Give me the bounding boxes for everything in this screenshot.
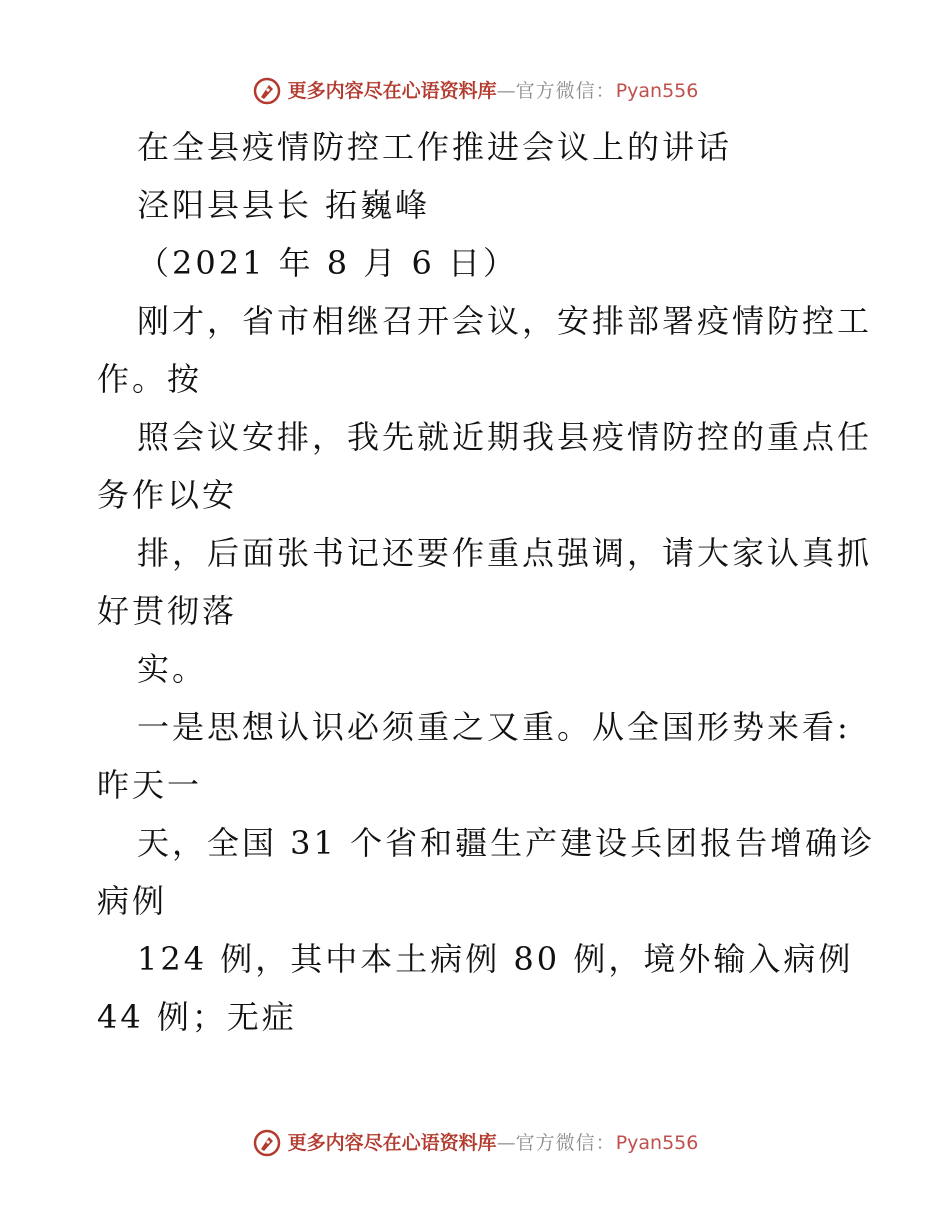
document-body: [97, 118, 876, 1046]
paragraph-line: 务作以安: [97, 476, 238, 514]
paragraph-line: 好贯彻落: [97, 592, 238, 630]
watermark-label: 官方微信：: [515, 1132, 616, 1154]
footer-watermark: [0, 1128, 950, 1158]
paragraph-line: 一是思想认识必须重之又重。从全国形势来看:: [137, 708, 851, 746]
watermark-id: Pyan556: [615, 1132, 699, 1154]
paragraph-line: 刚才，省市相继召开会议，安排部署疫情防控工: [137, 302, 873, 340]
pen-nib-circle-icon: [252, 76, 282, 106]
paragraph-line: 实。: [137, 650, 208, 688]
paragraph-line: 124 例，其中本土病例 80 例，境外输入病例: [137, 940, 854, 978]
watermark-text: 更多内容尽在心语资料库: [287, 1132, 497, 1154]
watermark-id: Pyan556: [615, 80, 699, 102]
watermark-label: 官方微信：: [515, 80, 616, 102]
paragraph-line: 作。按: [97, 360, 203, 398]
watermark-dash: —: [496, 80, 516, 102]
watermark-text: 更多内容尽在心语资料库: [287, 80, 497, 102]
document-date: （2021 年 8 月 6 日）: [137, 244, 519, 282]
pen-nib-circle-icon: [252, 1128, 282, 1158]
paragraph-line: 昨天一: [97, 766, 203, 804]
paragraph-line: 病例: [97, 882, 168, 920]
paragraph-line: 天，全国 31 个省和疆生产建设兵团报告增确诊: [137, 824, 876, 862]
paragraph-line: 44 例；无症: [97, 998, 297, 1036]
document-author: 泾阳县县长 拓巍峰: [137, 186, 431, 224]
paragraph-line: 排，后面张书记还要作重点强调，请大家认真抓: [137, 534, 873, 572]
paragraph-line: 照会议安排，我先就近期我县疫情防控的重点任: [137, 418, 873, 456]
watermark-dash: —: [496, 1132, 516, 1154]
document-title: 在全县疫情防控工作推进会议上的讲话: [137, 128, 733, 166]
header-watermark: [0, 76, 950, 106]
